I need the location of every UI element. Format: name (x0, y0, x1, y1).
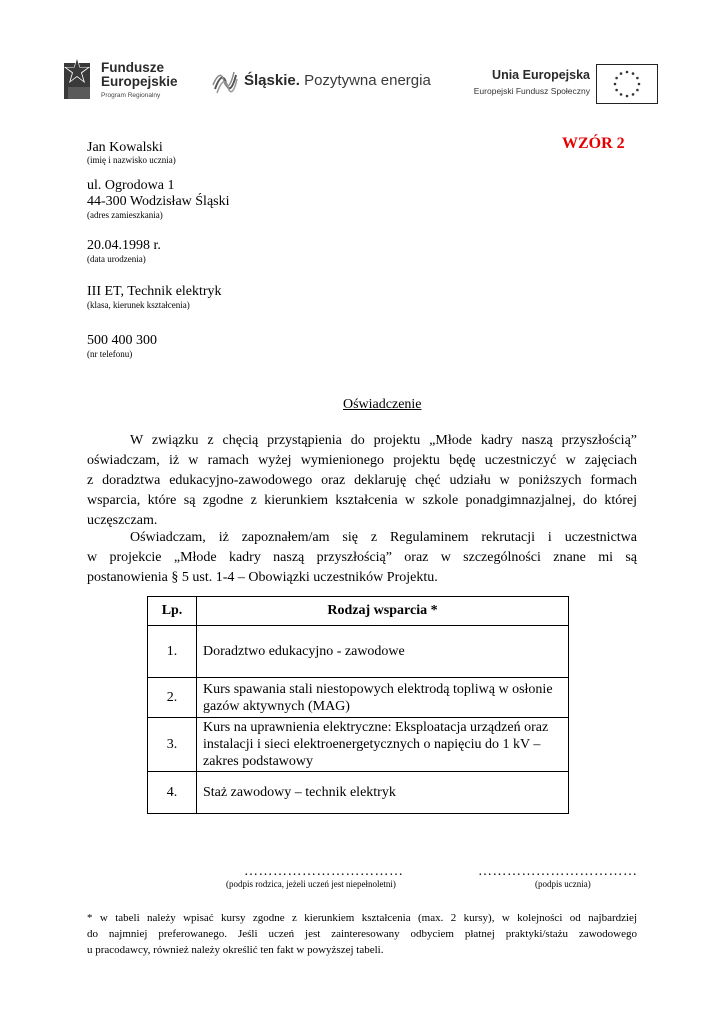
row-desc: Doradztwo edukacyjno - zawodowe (197, 626, 569, 678)
student-signature-caption: (podpis ucznia) (535, 879, 591, 889)
address-line2: 44-300 Wodzisław Śląski (87, 194, 230, 209)
slaskie-brand: Śląskie. (244, 72, 300, 89)
applicant-name: Jan Kowalski (87, 140, 163, 155)
row-lp: 4. (148, 772, 197, 814)
ue-logo-sub: Europejski Fundusz Społeczny (473, 86, 590, 96)
paragraph-line: postanowienia § 5 ust. 1-4 – Obowiązki uczestników Projektu. (87, 570, 438, 585)
paragraph-line: z doradztwa edukacyjno-zawodowego oraz deklaruję chęć udziału w poniższych formach (87, 473, 637, 488)
table-row (148, 678, 569, 718)
applicant-name-caption: (imię i nazwisko ucznia) (87, 155, 176, 165)
template-label: WZÓR 2 (562, 135, 625, 152)
slaskie-logo-text (244, 72, 431, 89)
class-course: III ET, Technik elektryk (87, 284, 222, 299)
student-signature-line: …………………………… (478, 864, 638, 879)
fe-logo-title (101, 61, 178, 89)
fe-star-icon (64, 57, 96, 105)
row-desc: Kurs spawania stali niestopowych elektrodą topliwą w osłonie gazów aktywnych (MAG) (197, 678, 569, 718)
statement-title: Oświadczenie (343, 397, 422, 412)
row-lp: 3. (148, 718, 197, 772)
statement-paragraph-1 (87, 431, 637, 531)
table-row (148, 718, 569, 772)
fe-logo-line2: Europejskie (101, 74, 178, 89)
slaskie-wave-icon (212, 69, 238, 95)
footnote-line: do najmniej preferowanego. Jeśli uczeń jest zainteresowany odbyciem płatnej praktyki/stażu zawodowego (87, 928, 637, 940)
row-lp: 2. (148, 678, 197, 718)
support-type-table (147, 596, 569, 814)
footnote-line: * w tabeli należy wpisać kursy zgodne z kierunkiem kształcenia (max. 2 kursy), w kolejności od najbardziej (87, 912, 637, 924)
phone-number: 500 400 300 (87, 333, 157, 348)
birth-date: 20.04.1998 r. (87, 238, 161, 253)
header-support-type: Rodzaj wsparcia * (197, 597, 569, 626)
row-desc: Kurs na uprawnienia elektryczne: Eksploatacja urządzeń oraz instalacji i sieci elektroenergetycznych o napięciu do 1 kV – zakres podstawowy (197, 718, 569, 772)
fe-logo-line1: Fundusze (101, 60, 164, 75)
address-line1: ul. Ogrodowa 1 (87, 178, 175, 193)
unia-europejska-logo (470, 62, 660, 104)
table-row (148, 626, 569, 678)
parent-signature-caption: (podpis rodzica, jeżeli uczeń jest niepełnoletni) (226, 879, 396, 889)
table-row (148, 772, 569, 814)
class-course-caption: (klasa, kierunek kształcenia) (87, 300, 190, 310)
birth-date-caption: (data urodzenia) (87, 254, 146, 264)
slaskie-logo (212, 68, 442, 98)
row-desc: Staż zawodowy – technik elektryk (197, 772, 569, 814)
address-caption: (adres zamieszkania) (87, 210, 163, 220)
row-lp: 1. (148, 626, 197, 678)
ue-logo-title: Unia Europejska (492, 68, 590, 82)
fe-logo-sub: Program Regionalny (101, 92, 161, 99)
paragraph-line: Oświadczam, iż zapoznałem/am się z Regulaminem rekrutacji i uczestnictwa (130, 530, 637, 545)
eu-flag-icon (596, 64, 658, 104)
paragraph-line: W związku z chęcią przystąpienia do projektu „Młode kadry naszą przyszłością” (130, 433, 637, 448)
paragraph-line: w projekcie „Młode kadry naszą przyszłością” oraz w szczególności znane mi są (87, 550, 637, 565)
footnote-line: u pracodawcy, również należy określić ten fakt w powyższej tabeli. (87, 944, 384, 956)
fundusze-europejskie-logo (64, 55, 194, 111)
parent-signature-line: …………………………… (244, 864, 404, 879)
paragraph-line: uczęszczam. (87, 513, 158, 528)
header-lp: Lp. (148, 597, 197, 626)
statement-paragraph-2 (87, 528, 637, 588)
phone-caption: (nr telefonu) (87, 349, 133, 359)
paragraph-line: oświadczam, iż w ramach wyżej wymienionego projektu będę uczestniczyć w zajęciach (87, 453, 637, 468)
table-header-row (148, 597, 569, 626)
paragraph-line: wsparcia, które są zgodne z kierunkiem kształcenia w szkole ponadgimnazjalnej, do której (87, 493, 637, 508)
slaskie-slogan: Pozytywna energia (304, 72, 431, 89)
footnote (87, 910, 637, 958)
